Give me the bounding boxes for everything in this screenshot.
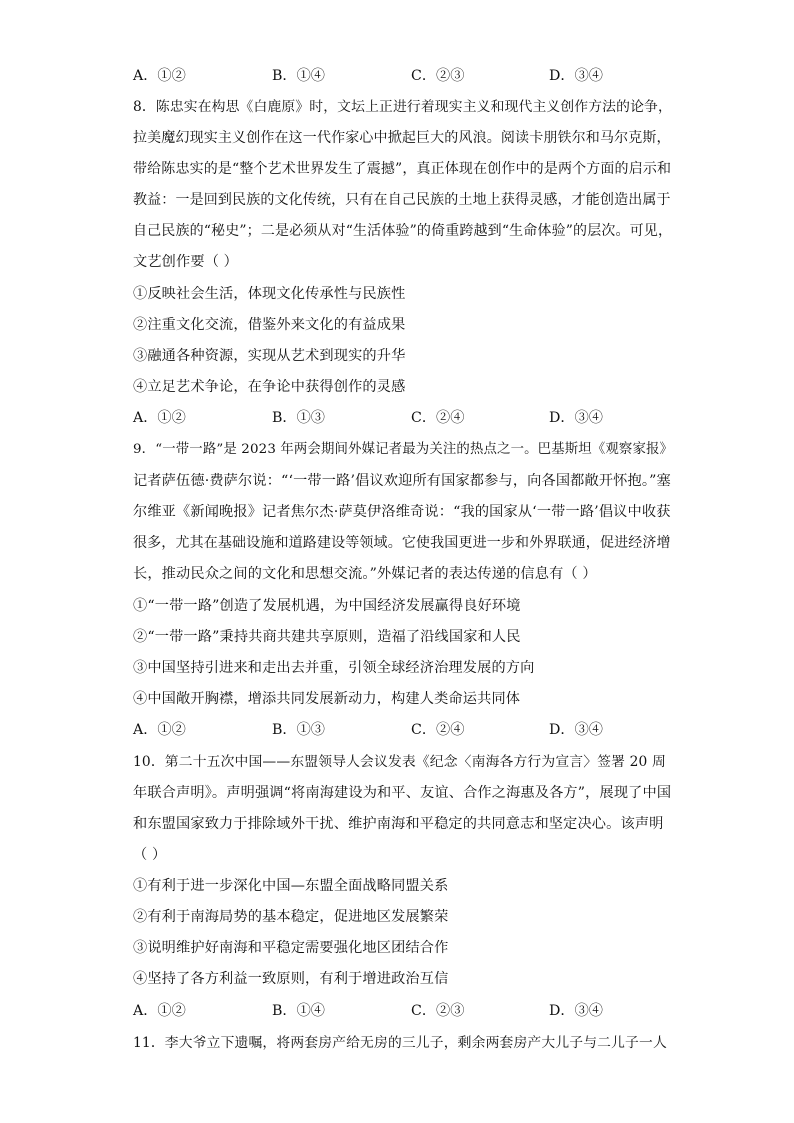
option-d: D．③④ <box>549 410 603 426</box>
option-a: A．①② <box>133 722 186 738</box>
q8-stem-line: 文艺创作要（ ） <box>133 254 239 270</box>
q10-stem-line: 年联合声明》。声明强调“将南海建设为和平、友谊、合作之海惠及各方”，展现了中国 <box>133 785 672 801</box>
q11-stem-line: 11．李大爷立下遗嘱，将两套房产给无房的三儿子，剩余两套房产大儿子与二儿子一人 <box>133 1035 667 1051</box>
option-d: D．③④ <box>549 68 603 84</box>
q10-statement: ③说明维护好南海和平稳定需要强化地区团结合作 <box>133 940 449 956</box>
q9-options <box>133 720 673 740</box>
q9-statement: ②“一带一路”秉持共商共建共享原则，造福了沿线国家和人民 <box>133 629 521 645</box>
q8-statement: ④立足艺术争论，在争论中获得创作的灵感 <box>133 379 406 395</box>
q8-statement: ①反映社会生活，体现文化传承性与民族性 <box>133 286 406 302</box>
q10-statement: ②有利于南海局势的基本稳定，促进地区发展繁荣 <box>133 909 449 925</box>
q10-statement: ④坚持了各方利益一致原则，有利于增进政治互信 <box>133 971 449 987</box>
q8-options <box>133 408 673 428</box>
option-c: C．②④ <box>411 410 465 426</box>
q9-statement: ③中国坚持引进来和走出去并重，引领全球经济治理发展的方向 <box>133 660 535 676</box>
q8-stem-line: 8．陈忠实在构思《白鹿原》时，文坛上正进行着现实主义和现代主义创作方法的论争， <box>133 99 672 115</box>
q9-stem-line: 长，推动民众之间的文化和思想交流。”外媒记者的表达传递的信息有（ ） <box>133 566 597 582</box>
q10-stem-line: 10．第二十五次中国——东盟领导人会议发表《纪念〈南海各方行为宣言〉签署 20 周 <box>133 754 666 770</box>
option-a: A．①② <box>133 410 186 426</box>
q9-statement: ④中国敞开胸襟，增添共同发展新动力，构建人类命运共同体 <box>133 691 521 707</box>
q9-stem-line: 记者萨伍德·费萨尔说：“‘一带一路’倡议欢迎所有国家都参与，向各国都敞开怀抱。”塞 <box>133 473 671 489</box>
q8-stem-line: 拉美魔幻现实主义创作在这一代作家心中掀起巨大的风浪。阅读卡朋铁尔和马尔克斯， <box>133 130 671 146</box>
q7-options <box>133 66 673 86</box>
option-b: B．①④ <box>272 68 325 84</box>
option-c: C．②③ <box>411 68 465 84</box>
option-a: A．①② <box>133 1003 186 1019</box>
q8-stem-line: 自己民族的“秘史”；二是必须从对“生活体验”的倚重跨越到“生命体验”的层次。可见， <box>133 223 673 239</box>
q10-statement: ①有利于进一步深化中国—东盟全面战略同盟关系 <box>133 878 449 894</box>
option-d: D．③④ <box>549 722 603 738</box>
q10-options <box>133 1001 673 1021</box>
q10-stem-line: 和东盟国家致力于排除域外干扰、维护南海和平稳定的共同意志和坚定决心。该声明 <box>133 816 664 832</box>
q8-stem-line: 教益：一是回到民族的文化传统，只有在自己民族的土地上获得灵感，才能创造出属于 <box>133 192 671 208</box>
option-d: D．③④ <box>549 1003 603 1019</box>
q8-statement: ②注重文化交流，借鉴外来文化的有益成果 <box>133 317 406 333</box>
q8-stem-line: 带给陈忠实的是“整个艺术世界发生了震撼”，真正体现在创作中的是两个方面的启示和 <box>133 161 672 177</box>
q9-stem-line: 尔维亚《新闻晚报》记者焦尔杰·萨莫伊洛维奇说：“我的国家从‘一带一路’倡议中收获 <box>133 504 671 520</box>
q8-statement: ③融通各种资源，实现从艺术到现实的升华 <box>133 348 406 364</box>
option-b: B．①④ <box>272 1003 325 1019</box>
q10-stem-line: （ ） <box>133 847 167 863</box>
option-c: C．②④ <box>411 722 465 738</box>
option-b: B．①③ <box>272 722 325 738</box>
q9-statement: ①“一带一路”创造了发展机遇，为中国经济发展赢得良好环境 <box>133 598 521 614</box>
option-c: C．②③ <box>411 1003 465 1019</box>
q9-stem-line: 9．“一带一路”是 2023 年两会期间外媒记者最为关注的热点之一。巴基斯坦《观察家报》 <box>133 442 674 457</box>
option-b: B．①③ <box>272 410 325 426</box>
q9-stem-line: 很多，尤其在基础设施和道路建设等领域。它使我国更进一步和外界联通，促进经济增 <box>133 535 671 551</box>
option-a: A．①② <box>133 68 186 84</box>
